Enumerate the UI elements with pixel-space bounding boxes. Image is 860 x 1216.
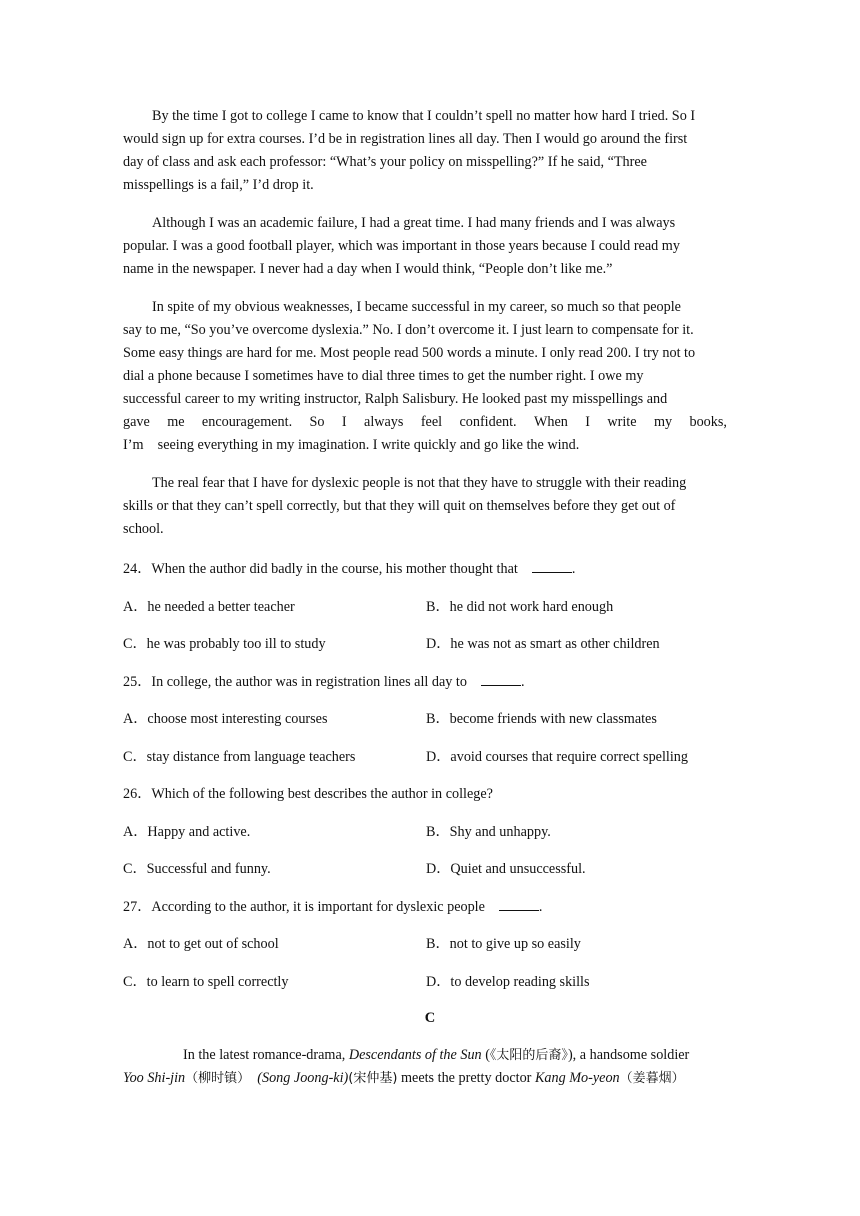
option-27-b: B．not to give up so easily xyxy=(426,936,581,952)
passage-paragraph-2 xyxy=(123,212,736,281)
word: So xyxy=(309,414,325,430)
text-line: Although I was an academic failure, I had a great time. I had many friends and I was always xyxy=(152,215,676,231)
passage-paragraph-3 xyxy=(123,296,736,457)
question-26-stem: 26．Which of the following best describes the author in college? xyxy=(123,786,493,802)
question-24-stem: 24．When the author did badly in the course, his mother thought that . xyxy=(123,558,575,578)
justified-text-line xyxy=(123,411,727,434)
option-25-d: D．avoid courses that require correct spelling xyxy=(426,749,688,765)
actor-name: (Song Joong-ki) xyxy=(257,1070,349,1086)
chinese-title: 《太阳的后裔》 xyxy=(489,1048,568,1063)
word: write xyxy=(607,414,637,430)
text-line: school. xyxy=(123,521,164,537)
question-25-stem: 25．In college, the author was in registration lines all day to . xyxy=(123,671,525,691)
text-line: day of class and ask each professor: “What’s your policy on misspelling?” If he said, “Three xyxy=(123,154,647,170)
option-25-c: C．stay distance from language teachers xyxy=(123,749,356,765)
drama-title: Descendants of the Sun xyxy=(348,1047,482,1063)
word: When xyxy=(533,414,568,430)
word: gave xyxy=(123,414,150,430)
word: my xyxy=(653,414,673,430)
word: books, xyxy=(689,414,727,430)
answer-blank xyxy=(532,558,572,573)
option-27-d: D．to develop reading skills xyxy=(426,974,590,990)
option-24-b: B．he did not work hard enough xyxy=(426,599,614,615)
option-27-c: C．to learn to spell correctly xyxy=(123,974,289,990)
text-line: skills or that they can’t spell correctly, but that they will quit on themselves before they get out of xyxy=(123,498,676,514)
option-24-d: D．he was not as smart as other children xyxy=(426,636,660,652)
text-line: I’m seeing everything in my imagination. I write quickly and go like the wind. xyxy=(123,437,580,453)
word: encouragement. xyxy=(201,414,293,430)
option-26-a: A．Happy and active. xyxy=(123,824,251,840)
question-27-stem: 27．According to the author, it is important for dyslexic people . xyxy=(123,896,542,916)
option-24-c: C．he was probably too ill to study xyxy=(123,636,326,652)
character-name: Yoo Shi-jin xyxy=(123,1070,186,1086)
word: feel xyxy=(420,414,443,430)
text-line: Some easy things are hard for me. Most people read 500 words a minute. I only read 200. I try not to xyxy=(123,345,696,361)
text-line: In spite of my obvious weaknesses, I became successful in my career, so much so that people xyxy=(152,299,681,315)
answer-blank xyxy=(499,896,539,911)
passage-paragraph-4 xyxy=(123,472,736,541)
section-c-paragraph: In the latest romance-drama, Descendants of the Sun (《太阳的后裔》), a handsome soldier Yoo Shi-jin（柳时镇） (Song Joong-ki)(宋仲基) meets the pretty doctor Kang Mo-yeon（姜暮烟） xyxy=(123,1047,690,1086)
character-name: Kang Mo-yeon xyxy=(534,1070,620,1086)
text-line: successful career to my writing instructor, Ralph Salisbury. He looked past my misspellings and xyxy=(123,391,668,407)
passage-paragraph-1 xyxy=(123,105,736,197)
option-27-a: A．not to get out of school xyxy=(123,936,279,952)
text-line: name in the newspaper. I never had a day when I would think, “People don’t like me.” xyxy=(123,261,613,277)
text-line: misspellings is a fail,” I’d drop it. xyxy=(123,177,314,193)
text-line: By the time I got to college I came to know that I couldn’t spell no matter how hard I tried. So I xyxy=(152,108,696,124)
word: I xyxy=(585,414,590,430)
option-25-b: B．become friends with new classmates xyxy=(426,711,657,727)
text-line: The real fear that I have for dyslexic people is not that they have to struggle with their reading xyxy=(152,475,687,491)
option-24-a: A．he needed a better teacher xyxy=(123,599,295,615)
section-heading: C xyxy=(424,1010,436,1026)
word: confident. xyxy=(459,414,517,430)
option-26-b: B．Shy and unhappy. xyxy=(426,824,551,840)
text-line: say to me, “So you’ve overcome dyslexia.” No. I don’t overcome it. I just learn to compensate for it. xyxy=(123,322,694,338)
answer-blank xyxy=(481,671,521,686)
option-26-d: D．Quiet and unsuccessful. xyxy=(426,861,586,877)
text-line: dial a phone because I sometimes have to dial three times to get the number right. I owe my xyxy=(123,368,644,384)
option-26-c: C．Successful and funny. xyxy=(123,861,271,877)
option-25-a: A．choose most interesting courses xyxy=(123,711,328,727)
word: I xyxy=(341,414,347,430)
word: always xyxy=(364,414,404,430)
word: me xyxy=(167,414,185,430)
text-line: popular. I was a good football player, which was important in those years because I could read my xyxy=(123,238,680,254)
text-line: would sign up for extra courses. I’d be in registration lines all day. Then I would go around the first xyxy=(123,131,688,147)
